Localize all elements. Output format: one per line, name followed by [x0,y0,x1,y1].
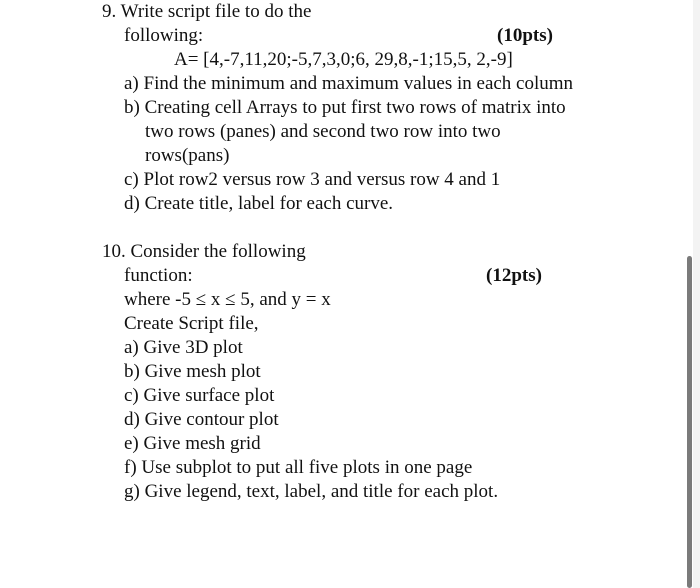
q10-item-a: a) Give 3D plot [124,337,243,358]
q10-points: (12pts) [486,265,542,286]
q10-item-e: e) Give mesh grid [124,433,261,454]
q10-intro: Create Script file, [124,313,259,334]
q9-matrix: A= [4,-7,11,20;-5,7,3,0;6, 29,8,-1;15,5, 2,-9] [174,49,513,70]
q10-item-b: b) Give mesh plot [124,361,261,382]
q10-item-g: g) Give legend, text, label, and title for each plot. [124,481,499,502]
scrollbar-thumb[interactable] [687,256,692,588]
q9-heading-continued: following: [124,25,204,46]
q9-item-b-line3: rows(pans) [145,145,230,166]
scroll-track [693,0,700,588]
q9-item-b-line2: two rows (panes) and second two row into two [145,121,501,142]
q9-item-d: d) Create title, label for each curve. [124,193,394,214]
q9-item-a: a) Find the minimum and maximum values in each column [124,73,574,94]
q10-domain: where -5 ≤ x ≤ 5, and y = x [124,289,331,310]
q10-item-d: d) Give contour plot [124,409,279,430]
q9-points: (10pts) [497,25,553,46]
q10-heading-continued: function: [124,265,193,286]
q9-heading: 9. Write script file to do the [102,1,312,22]
q9-item-b: b) Creating cell Arrays to put first two rows of matrix into [124,97,566,118]
q10-item-f: f) Use subplot to put all five plots in one page [124,457,473,478]
q9-item-c: c) Plot row2 versus row 3 and versus row 4 and 1 [124,169,501,190]
q10-item-c: c) Give surface plot [124,385,275,406]
q10-heading: 10. Consider the following [102,241,306,262]
